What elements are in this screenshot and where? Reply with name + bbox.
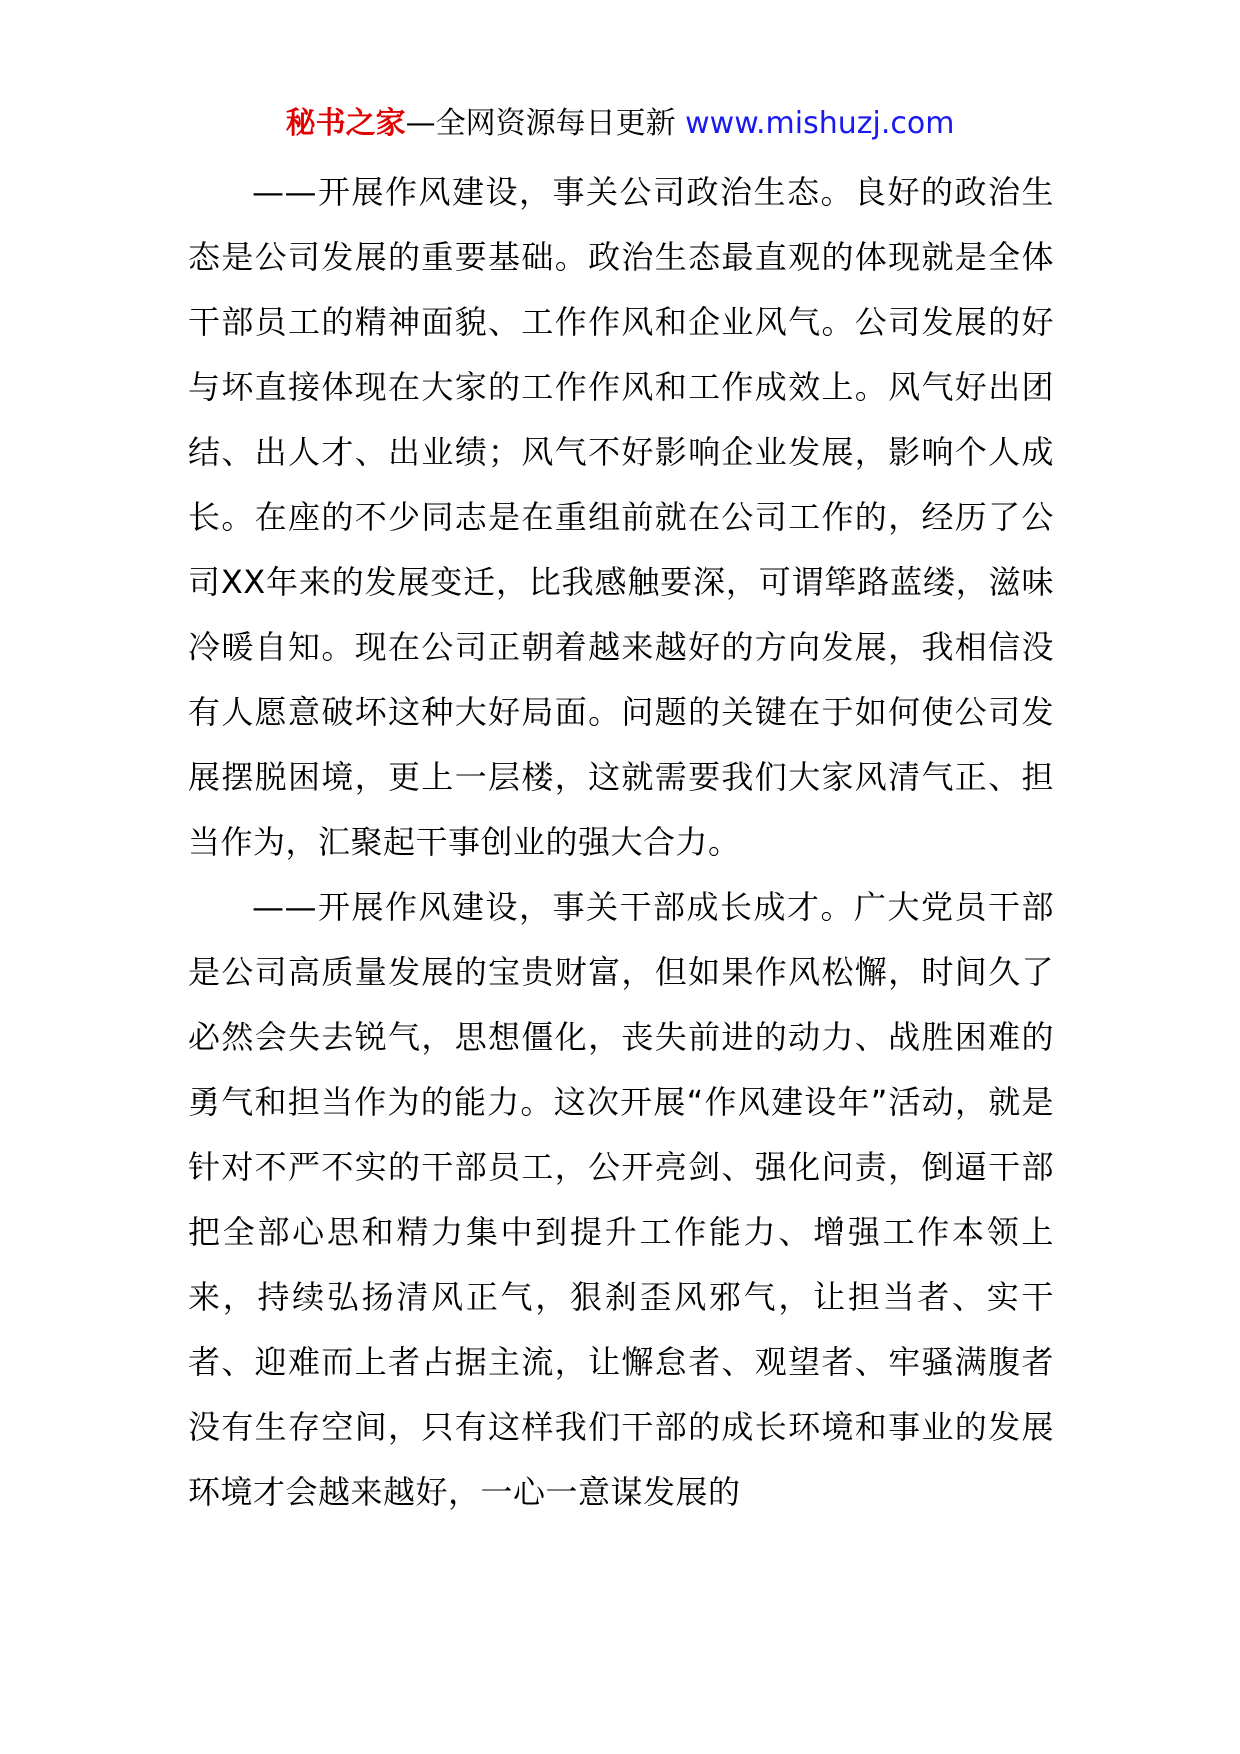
paragraph-political-ecology: ——开展作风建设，事关公司政治生态。良好的政治生态是公司发展的重要基础。政治生态最直观的体现就是全体干部员工的精神面貌、工作作风和企业风气。公司发展的好与坏直接体现在大家的工作作风和工作成效上。风气好出团结、出人才、出业绩；风气不好影响企业发展，影响个人成长。在座的不少同志是在重组前就在公司工作的，经历了公司XX年来的发展变迁，比我感触要深，可谓筚路蓝缕，滋味冷暖自知。现在公司正朝着越来越好的方向发展，我相信没有人愿意破坏这种大好局面。问题的关键在于如何使公司发展摆脱困境，更上一层楼，这就需要我们大家风清气正、担当作为，汇聚起干事创业的强大合力。: [188, 173, 1054, 861]
site-url-link[interactable]: www.mishuzj.com: [685, 106, 955, 141]
header-tagline: —全网资源每日更新: [405, 106, 686, 141]
paragraph-cadre-growth: ——开展作风建设，事关干部成长成才。广大党员干部是公司高质量发展的宝贵财富，但如果作风松懈，时间久了必然会失去锐气，思想僵化，丧失前进的动力、战胜困难的勇气和担当作为的能力。这次开展“作风建设年”活动，就是针对不严不实的干部员工，公开亮剑、强化问责，倒逼干部把全部心思和精力集中到提升工作能力、增强工作本领上来，持续弘扬清风正气，狠刹歪风邪气，让担当者、实干者、迎难而上者占据主流，让懈怠者、观望者、牢骚满腹者没有生存空间，只有这样我们干部的成长环境和事业的发展环境才会越来越好，一心一意谋发展的: [188, 888, 1054, 1511]
brand-name: 秘书之家: [285, 106, 406, 141]
page-header: [0, 103, 1240, 145]
document-body: [188, 160, 1054, 1525]
